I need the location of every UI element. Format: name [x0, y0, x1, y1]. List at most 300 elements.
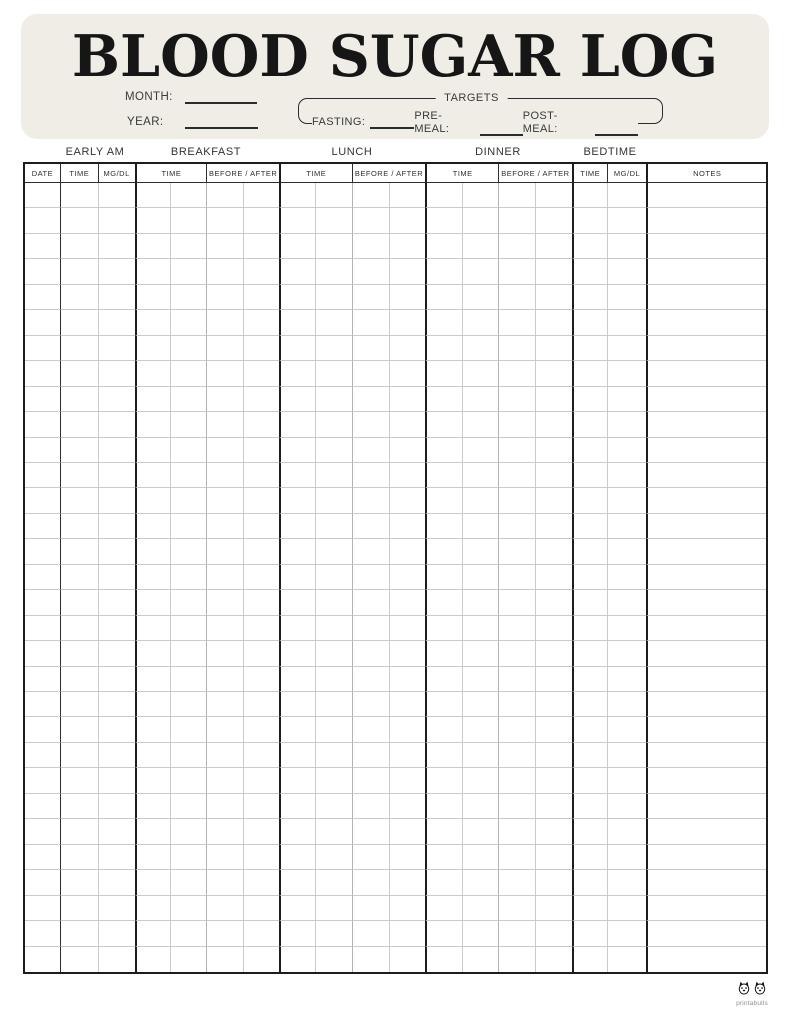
log-cell[interactable] [425, 463, 461, 488]
log-cell[interactable] [352, 947, 389, 972]
log-cell[interactable] [315, 870, 351, 895]
log-cell[interactable] [243, 514, 279, 539]
log-cell[interactable] [462, 234, 498, 259]
log-cell[interactable] [243, 234, 279, 259]
log-cell[interactable] [462, 921, 498, 946]
log-cell[interactable] [135, 743, 171, 768]
log-cell[interactable] [243, 870, 279, 895]
log-cell[interactable] [535, 438, 572, 463]
log-cell[interactable] [243, 794, 279, 819]
log-cell[interactable] [607, 717, 647, 742]
log-cell[interactable] [462, 412, 498, 437]
log-cell[interactable] [498, 336, 535, 361]
log-cell[interactable] [462, 667, 498, 692]
log-cell[interactable] [25, 285, 60, 310]
log-cell[interactable] [352, 310, 389, 335]
log-cell[interactable] [25, 692, 60, 717]
log-cell[interactable] [572, 514, 607, 539]
log-cell[interactable] [389, 412, 426, 437]
log-cell[interactable] [646, 717, 766, 742]
log-cell[interactable] [646, 539, 766, 564]
log-cell[interactable] [25, 870, 60, 895]
log-cell[interactable] [535, 845, 572, 870]
log-cell[interactable] [279, 183, 315, 208]
log-cell[interactable] [60, 361, 98, 386]
log-cell[interactable] [498, 947, 535, 972]
log-cell[interactable] [170, 488, 206, 513]
log-cell[interactable] [352, 183, 389, 208]
log-cell[interactable] [352, 565, 389, 590]
log-cell[interactable] [572, 488, 607, 513]
log-cell[interactable] [60, 387, 98, 412]
log-cell[interactable] [206, 336, 242, 361]
log-cell[interactable] [170, 259, 206, 284]
log-cell[interactable] [646, 794, 766, 819]
log-cell[interactable] [315, 514, 351, 539]
log-cell[interactable] [60, 870, 98, 895]
log-cell[interactable] [206, 387, 242, 412]
log-cell[interactable] [646, 387, 766, 412]
log-cell[interactable] [135, 336, 171, 361]
log-cell[interactable] [279, 310, 315, 335]
log-cell[interactable] [425, 259, 461, 284]
log-cell[interactable] [462, 870, 498, 895]
log-cell[interactable] [535, 183, 572, 208]
log-cell[interactable] [646, 438, 766, 463]
log-cell[interactable] [170, 590, 206, 615]
log-cell[interactable] [535, 285, 572, 310]
log-cell[interactable] [646, 921, 766, 946]
log-cell[interactable] [98, 539, 135, 564]
log-cell[interactable] [462, 463, 498, 488]
log-cell[interactable] [243, 590, 279, 615]
log-cell[interactable] [646, 768, 766, 793]
log-cell[interactable] [535, 794, 572, 819]
log-cell[interactable] [389, 819, 426, 844]
log-cell[interactable] [389, 285, 426, 310]
log-cell[interactable] [279, 488, 315, 513]
log-cell[interactable] [170, 539, 206, 564]
log-cell[interactable] [135, 387, 171, 412]
log-cell[interactable] [206, 361, 242, 386]
log-cell[interactable] [607, 259, 647, 284]
log-cell[interactable] [98, 565, 135, 590]
log-cell[interactable] [498, 768, 535, 793]
log-cell[interactable] [279, 947, 315, 972]
log-cell[interactable] [462, 183, 498, 208]
log-cell[interactable] [98, 234, 135, 259]
log-cell[interactable] [535, 336, 572, 361]
log-cell[interactable] [425, 183, 461, 208]
log-cell[interactable] [352, 387, 389, 412]
log-cell[interactable] [607, 845, 647, 870]
year-input-line[interactable] [185, 127, 258, 129]
log-cell[interactable] [535, 870, 572, 895]
log-cell[interactable] [352, 616, 389, 641]
log-cell[interactable] [352, 768, 389, 793]
log-cell[interactable] [498, 692, 535, 717]
log-cell[interactable] [462, 336, 498, 361]
log-cell[interactable] [279, 692, 315, 717]
log-cell[interactable] [25, 514, 60, 539]
log-cell[interactable] [535, 539, 572, 564]
log-cell[interactable] [462, 285, 498, 310]
log-cell[interactable] [352, 208, 389, 233]
log-cell[interactable] [170, 285, 206, 310]
log-cell[interactable] [462, 208, 498, 233]
log-cell[interactable] [498, 641, 535, 666]
log-cell[interactable] [646, 870, 766, 895]
log-cell[interactable] [425, 667, 461, 692]
log-cell[interactable] [135, 565, 171, 590]
log-cell[interactable] [389, 336, 426, 361]
log-cell[interactable] [135, 310, 171, 335]
log-cell[interactable] [279, 234, 315, 259]
log-cell[interactable] [60, 845, 98, 870]
log-cell[interactable] [98, 310, 135, 335]
log-cell[interactable] [389, 539, 426, 564]
month-input-line[interactable] [185, 102, 257, 104]
log-cell[interactable] [425, 743, 461, 768]
log-cell[interactable] [315, 412, 351, 437]
log-cell[interactable] [206, 438, 242, 463]
log-cell[interactable] [646, 590, 766, 615]
log-cell[interactable] [646, 285, 766, 310]
log-cell[interactable] [646, 488, 766, 513]
log-cell[interactable] [498, 616, 535, 641]
log-cell[interactable] [279, 590, 315, 615]
log-cell[interactable] [243, 743, 279, 768]
log-cell[interactable] [535, 514, 572, 539]
log-cell[interactable] [462, 590, 498, 615]
log-cell[interactable] [279, 870, 315, 895]
log-cell[interactable] [462, 361, 498, 386]
log-cell[interactable] [498, 310, 535, 335]
log-cell[interactable] [135, 539, 171, 564]
log-cell[interactable] [315, 641, 351, 666]
log-cell[interactable] [425, 717, 461, 742]
log-cell[interactable] [135, 514, 171, 539]
log-cell[interactable] [206, 947, 242, 972]
log-cell[interactable] [352, 743, 389, 768]
log-cell[interactable] [572, 819, 607, 844]
log-cell[interactable] [25, 641, 60, 666]
log-cell[interactable] [206, 590, 242, 615]
log-cell[interactable] [389, 234, 426, 259]
log-cell[interactable] [352, 845, 389, 870]
log-cell[interactable] [607, 921, 647, 946]
log-cell[interactable] [352, 794, 389, 819]
log-cell[interactable] [315, 768, 351, 793]
log-cell[interactable] [279, 539, 315, 564]
log-cell[interactable] [352, 438, 389, 463]
log-cell[interactable] [25, 794, 60, 819]
log-cell[interactable] [25, 616, 60, 641]
log-cell[interactable] [135, 259, 171, 284]
log-cell[interactable] [243, 310, 279, 335]
log-cell[interactable] [352, 692, 389, 717]
log-cell[interactable] [462, 539, 498, 564]
log-cell[interactable] [389, 565, 426, 590]
log-cell[interactable] [425, 310, 461, 335]
log-cell[interactable] [572, 641, 607, 666]
log-cell[interactable] [572, 361, 607, 386]
log-cell[interactable] [243, 259, 279, 284]
log-cell[interactable] [60, 310, 98, 335]
log-cell[interactable] [389, 463, 426, 488]
log-cell[interactable] [572, 921, 607, 946]
log-cell[interactable] [646, 463, 766, 488]
log-cell[interactable] [425, 514, 461, 539]
log-cell[interactable] [315, 234, 351, 259]
log-cell[interactable] [607, 412, 647, 437]
log-cell[interactable] [170, 667, 206, 692]
log-cell[interactable] [498, 896, 535, 921]
log-cell[interactable] [607, 819, 647, 844]
log-cell[interactable] [170, 819, 206, 844]
log-cell[interactable] [135, 819, 171, 844]
log-cell[interactable] [243, 692, 279, 717]
log-cell[interactable] [646, 947, 766, 972]
log-cell[interactable] [646, 667, 766, 692]
log-cell[interactable] [462, 514, 498, 539]
log-cell[interactable] [572, 870, 607, 895]
log-cell[interactable] [279, 285, 315, 310]
log-cell[interactable] [646, 208, 766, 233]
log-cell[interactable] [498, 234, 535, 259]
log-cell[interactable] [98, 514, 135, 539]
log-cell[interactable] [352, 667, 389, 692]
log-cell[interactable] [60, 667, 98, 692]
log-cell[interactable] [646, 845, 766, 870]
log-cell[interactable] [279, 336, 315, 361]
log-cell[interactable] [572, 590, 607, 615]
log-cell[interactable] [352, 870, 389, 895]
log-cell[interactable] [135, 438, 171, 463]
log-cell[interactable] [206, 768, 242, 793]
log-cell[interactable] [646, 819, 766, 844]
log-cell[interactable] [425, 438, 461, 463]
log-cell[interactable] [389, 768, 426, 793]
log-cell[interactable] [206, 921, 242, 946]
log-cell[interactable] [206, 794, 242, 819]
log-cell[interactable] [60, 565, 98, 590]
log-cell[interactable] [25, 565, 60, 590]
log-cell[interactable] [135, 845, 171, 870]
log-cell[interactable] [135, 412, 171, 437]
log-cell[interactable] [607, 234, 647, 259]
log-cell[interactable] [170, 641, 206, 666]
log-cell[interactable] [243, 438, 279, 463]
log-cell[interactable] [243, 896, 279, 921]
log-cell[interactable] [315, 947, 351, 972]
log-cell[interactable] [572, 896, 607, 921]
log-cell[interactable] [206, 667, 242, 692]
log-cell[interactable] [60, 819, 98, 844]
log-cell[interactable] [25, 310, 60, 335]
log-cell[interactable] [389, 259, 426, 284]
log-cell[interactable] [498, 794, 535, 819]
log-cell[interactable] [498, 717, 535, 742]
log-cell[interactable] [243, 717, 279, 742]
log-cell[interactable] [60, 539, 98, 564]
log-cell[interactable] [572, 208, 607, 233]
log-cell[interactable] [206, 616, 242, 641]
log-cell[interactable] [389, 387, 426, 412]
log-cell[interactable] [646, 234, 766, 259]
log-cell[interactable] [243, 921, 279, 946]
log-cell[interactable] [135, 717, 171, 742]
log-cell[interactable] [352, 336, 389, 361]
log-cell[interactable] [607, 590, 647, 615]
log-cell[interactable] [607, 463, 647, 488]
log-cell[interactable] [572, 717, 607, 742]
log-cell[interactable] [646, 514, 766, 539]
log-cell[interactable] [135, 616, 171, 641]
log-cell[interactable] [60, 616, 98, 641]
log-cell[interactable] [425, 616, 461, 641]
log-cell[interactable] [25, 947, 60, 972]
log-cell[interactable] [498, 514, 535, 539]
log-cell[interactable] [607, 183, 647, 208]
log-cell[interactable] [279, 514, 315, 539]
log-cell[interactable] [352, 361, 389, 386]
log-cell[interactable] [425, 896, 461, 921]
log-cell[interactable] [462, 259, 498, 284]
log-cell[interactable] [425, 768, 461, 793]
log-cell[interactable] [498, 208, 535, 233]
log-cell[interactable] [646, 310, 766, 335]
log-cell[interactable] [498, 463, 535, 488]
log-cell[interactable] [389, 692, 426, 717]
log-cell[interactable] [646, 183, 766, 208]
log-cell[interactable] [279, 845, 315, 870]
log-cell[interactable] [170, 743, 206, 768]
log-cell[interactable] [206, 488, 242, 513]
log-cell[interactable] [389, 921, 426, 946]
log-cell[interactable] [535, 768, 572, 793]
log-cell[interactable] [462, 641, 498, 666]
log-cell[interactable] [607, 438, 647, 463]
log-cell[interactable] [25, 463, 60, 488]
log-cell[interactable] [135, 641, 171, 666]
log-cell[interactable] [135, 692, 171, 717]
log-cell[interactable] [315, 539, 351, 564]
log-cell[interactable] [170, 717, 206, 742]
log-cell[interactable] [315, 717, 351, 742]
log-cell[interactable] [462, 387, 498, 412]
log-cell[interactable] [389, 514, 426, 539]
log-cell[interactable] [498, 387, 535, 412]
log-cell[interactable] [206, 285, 242, 310]
log-cell[interactable] [389, 361, 426, 386]
log-cell[interactable] [572, 845, 607, 870]
log-cell[interactable] [135, 768, 171, 793]
log-cell[interactable] [25, 896, 60, 921]
log-cell[interactable] [315, 743, 351, 768]
log-cell[interactable] [352, 259, 389, 284]
log-cell[interactable] [279, 463, 315, 488]
log-cell[interactable] [243, 285, 279, 310]
log-cell[interactable] [389, 590, 426, 615]
log-cell[interactable] [315, 921, 351, 946]
log-cell[interactable] [572, 794, 607, 819]
log-cell[interactable] [389, 208, 426, 233]
log-cell[interactable] [646, 565, 766, 590]
log-cell[interactable] [498, 590, 535, 615]
log-cell[interactable] [98, 717, 135, 742]
log-cell[interactable] [535, 463, 572, 488]
log-cell[interactable] [243, 947, 279, 972]
log-cell[interactable] [25, 234, 60, 259]
log-cell[interactable] [315, 692, 351, 717]
log-cell[interactable] [60, 488, 98, 513]
log-cell[interactable] [279, 259, 315, 284]
log-cell[interactable] [25, 259, 60, 284]
log-cell[interactable] [206, 259, 242, 284]
log-cell[interactable] [315, 667, 351, 692]
log-cell[interactable] [279, 361, 315, 386]
log-cell[interactable] [60, 947, 98, 972]
log-cell[interactable] [572, 539, 607, 564]
log-cell[interactable] [607, 641, 647, 666]
log-cell[interactable] [98, 692, 135, 717]
log-cell[interactable] [462, 743, 498, 768]
log-cell[interactable] [462, 896, 498, 921]
log-cell[interactable] [389, 488, 426, 513]
log-cell[interactable] [170, 616, 206, 641]
log-cell[interactable] [646, 259, 766, 284]
log-cell[interactable] [60, 921, 98, 946]
log-cell[interactable] [646, 641, 766, 666]
log-cell[interactable] [98, 921, 135, 946]
log-cell[interactable] [572, 692, 607, 717]
log-cell[interactable] [98, 947, 135, 972]
log-cell[interactable] [279, 743, 315, 768]
log-cell[interactable] [60, 692, 98, 717]
log-cell[interactable] [279, 667, 315, 692]
log-cell[interactable] [572, 259, 607, 284]
log-cell[interactable] [535, 208, 572, 233]
log-cell[interactable] [243, 819, 279, 844]
log-cell[interactable] [352, 488, 389, 513]
log-cell[interactable] [170, 336, 206, 361]
log-cell[interactable] [60, 336, 98, 361]
log-cell[interactable] [279, 208, 315, 233]
log-cell[interactable] [243, 361, 279, 386]
log-cell[interactable] [607, 743, 647, 768]
log-cell[interactable] [135, 896, 171, 921]
log-cell[interactable] [646, 743, 766, 768]
log-cell[interactable] [352, 590, 389, 615]
log-cell[interactable] [498, 285, 535, 310]
log-cell[interactable] [535, 234, 572, 259]
log-cell[interactable] [646, 412, 766, 437]
log-cell[interactable] [60, 234, 98, 259]
log-cell[interactable] [572, 565, 607, 590]
log-cell[interactable] [98, 336, 135, 361]
log-cell[interactable] [25, 539, 60, 564]
log-cell[interactable] [607, 565, 647, 590]
log-cell[interactable] [98, 438, 135, 463]
log-cell[interactable] [60, 208, 98, 233]
log-cell[interactable] [98, 590, 135, 615]
log-cell[interactable] [498, 488, 535, 513]
log-cell[interactable] [352, 641, 389, 666]
log-cell[interactable] [135, 463, 171, 488]
log-cell[interactable] [498, 183, 535, 208]
log-cell[interactable] [315, 616, 351, 641]
